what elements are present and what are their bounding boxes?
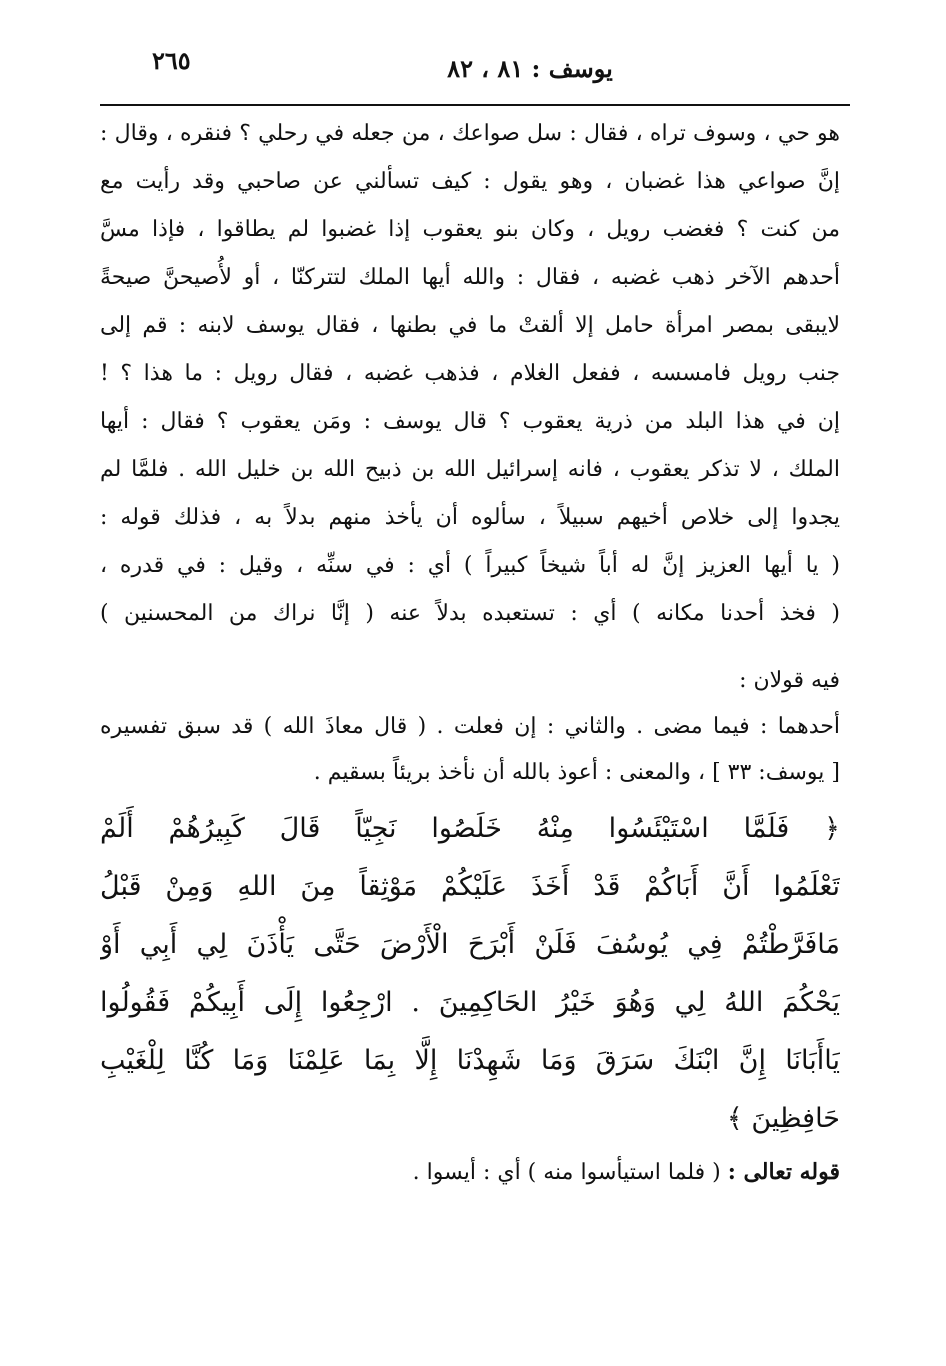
verse-line: يَحْكُمَ اللهُ لِي وَهُوَ خَيْرُ الحَاكِمِينَ . ارْجِعُوا إِلَى أَبِيكُمْ فَقُولُوا bbox=[100, 987, 840, 1018]
text-line: جنب رويل فامسسه ، ففعل الغلام ، فذهب غضبه ، فقال رويل : ما هذا ؟ ! bbox=[100, 361, 840, 386]
commentary-block bbox=[100, 110, 840, 638]
verse-line: يَاأَبَانَا إِنَّ ابْنَكَ سَرَقَ وَمَا شَهِدْنَا إِلَّا بِمَا عَلِمْنَا وَمَا كُنَّا لِلْغَيْبِ bbox=[100, 1045, 840, 1076]
quran-verse-block bbox=[100, 800, 840, 1148]
page-header bbox=[100, 40, 840, 100]
text-line: إنَّ صواعي هذا غضبان ، وهو يقول : كيف تسألني عن صاحبي وقد رأيت مع bbox=[100, 169, 840, 194]
text-line: ( فخذ أحدنا مكانه ) أي : تستعبده بدلاً عنه ( إنَّا نراك من المحسنين ) bbox=[100, 601, 840, 626]
text-line: أحدهم الآخر ذهب غضبه ، فقال : والله أيها الملك لتتركنّا ، أو لأُصيحنَّ صيحةً bbox=[100, 265, 840, 290]
header-rule bbox=[100, 104, 850, 106]
verse-line: مَافَرَّطْتُمْ فِي يُوسُفَ فَلَنْ أَبْرَحَ الْأَرْضَ حَتَّى يَأْذَنَ لِي أَبِي أَوْ bbox=[100, 929, 840, 960]
text-line: [ يوسف: ٣٣ ] ، والمعنى : أعوذ بالله أن نأخذ بريئاً بسقيم . bbox=[313, 760, 840, 785]
text-line: أحدهما : فيما مضى . والثاني : إن فعلت . ( قال معاذَ الله ) قد سبق تفسيره bbox=[100, 714, 840, 739]
text-line bbox=[100, 1148, 840, 1196]
verse-line: تَعْلَمُوا أَنَّ أَبَاكُمْ قَدْ أَخَذَ عَلَيْكُمْ مَوْثِقاً مِنَ اللهِ وَمِنْ قَبْلُ bbox=[100, 871, 840, 902]
final-commentary bbox=[100, 1148, 840, 1196]
text-line: هو حي ، وسوف تراه ، فقال : سل صواعك ، من جعله في رحلي ؟ فنقره ، وقال : bbox=[100, 121, 840, 146]
page-body bbox=[100, 110, 840, 1196]
commentary-lead: قوله تعالى : bbox=[727, 1159, 840, 1185]
verse-line: ﴿ فَلَمَّا اسْتَيْئَسُوا مِنْهُ خَلَصُوا نَجِيّاً قَالَ كَبِيرُهُمْ أَلَمْ bbox=[100, 813, 840, 844]
running-title: يوسف : ٨١ ، ٨٢ bbox=[447, 54, 613, 83]
verse-line: حَافِظِينَ ﴾ bbox=[726, 1103, 840, 1134]
page-number: ٢٦٥ bbox=[152, 46, 191, 75]
explanation-block bbox=[100, 658, 840, 796]
text-line: فيه قولان : bbox=[739, 668, 840, 693]
text-line: من كنت ؟ فغضب رويل ، وكان بنو يعقوب إذا غضبوا لم يطاقوا ، فإذا مسَّ bbox=[100, 217, 840, 242]
text-line: لايبقى بمصر امرأة حامل إلا ألقتْ ما في بطنها ، فقال يوسف لابنه : قم إلى bbox=[100, 313, 840, 338]
commentary-text: ( فلما استيأسوا منه ) أي : أيسوا . bbox=[412, 1160, 728, 1185]
text-line: إن في هذا البلد من ذرية يعقوب ؟ قال يوسف : ومَن يعقوب ؟ فقال : أيها bbox=[100, 409, 840, 434]
spacer bbox=[100, 638, 840, 658]
text-line: ( يا أيها العزيز إنَّ له أباً شيخاً كبيراً ) أي : في سنِّه ، وقيل : في قدره ، bbox=[100, 553, 840, 578]
text-line: يجدوا إلى خلاص أخيهم سبيلاً ، سألوه أن يأخذ منهم بدلاً به ، فذلك قوله : bbox=[100, 505, 840, 530]
text-line: الملك ، لا تذكر يعقوب ، فانه إسرائيل الله بن ذبيح الله بن خليل الله . فلمَّا لم bbox=[100, 457, 840, 482]
